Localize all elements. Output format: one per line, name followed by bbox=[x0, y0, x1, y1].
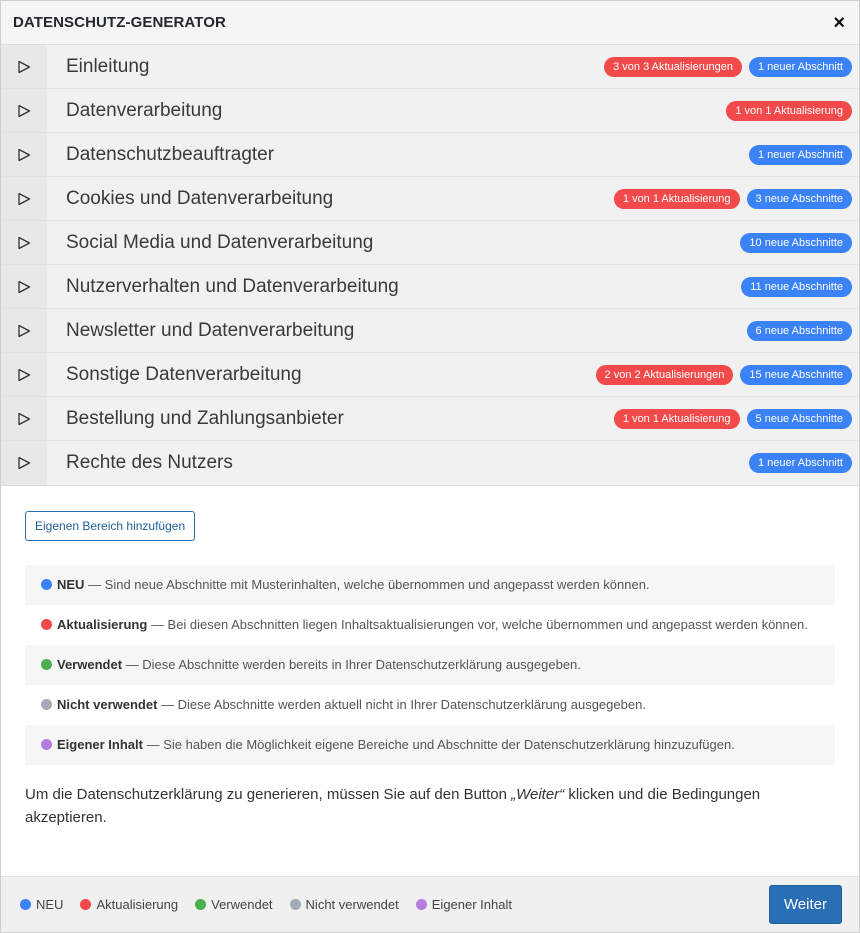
footer-legend-nicht-verwendet bbox=[290, 897, 399, 912]
close-icon[interactable]: × bbox=[833, 11, 845, 34]
legend-item-aktualisierung bbox=[25, 605, 835, 645]
expand-triangle-icon[interactable] bbox=[1, 45, 47, 88]
section-row bbox=[1, 89, 859, 133]
update-badge: 2 von 2 Aktualisierungen bbox=[596, 365, 734, 385]
legend-label: Eigener Inhalt bbox=[57, 737, 143, 752]
section-title: Rechte des Nutzers bbox=[66, 452, 233, 473]
new-section-badge: 1 neuer Abschnitt bbox=[749, 453, 852, 473]
new-section-badge: 11 neue Abschnitte bbox=[741, 277, 852, 297]
new-section-badge: 15 neue Abschnitte bbox=[740, 365, 852, 385]
section-badges bbox=[726, 101, 852, 121]
legend-text: — Diese Abschnitte werden bereits in Ihrer Datenschutzerklärung ausgegeben. bbox=[122, 657, 581, 672]
section-badges bbox=[596, 365, 852, 385]
section-row bbox=[1, 221, 859, 265]
status-dot-icon bbox=[290, 899, 301, 910]
footer-legend-label: Verwendet bbox=[211, 897, 273, 912]
legend-item-verwendet bbox=[25, 645, 835, 685]
section-title: Bestellung und Zahlungsanbieter bbox=[66, 407, 344, 429]
section-title: Nutzerverhalten und Datenverarbeitung bbox=[66, 275, 399, 297]
instruction-note bbox=[25, 783, 835, 829]
status-dot-icon bbox=[41, 619, 52, 630]
section-title: Social Media und Datenverarbeitung bbox=[66, 231, 374, 253]
section-row bbox=[1, 177, 859, 221]
legend-text: — Sie haben die Möglichkeit eigene Bereiche und Abschnitte der Datenschutzerklärung hinzuzufügen. bbox=[142, 737, 735, 752]
new-section-badge: 1 neuer Abschnitt bbox=[749, 57, 852, 77]
footer-legend-eigener-inhalt bbox=[416, 897, 512, 912]
section-header[interactable] bbox=[47, 45, 859, 88]
dialog-title: DATENSCHUTZ-GENERATOR bbox=[13, 14, 226, 31]
section-header[interactable] bbox=[47, 309, 859, 352]
note-before: Um die Datenschutzerklärung zu generieren, müssen Sie auf den Button bbox=[25, 786, 512, 803]
update-badge: 3 von 3 Aktualisierungen bbox=[604, 57, 742, 77]
section-badges bbox=[749, 145, 852, 165]
section-title: Newsletter und Datenverarbeitung bbox=[66, 319, 355, 341]
note-button-ref: „Weiter“ bbox=[511, 786, 565, 803]
update-badge: 1 von 1 Aktualisierung bbox=[726, 101, 852, 121]
section-title: Cookies und Datenverarbeitung bbox=[66, 187, 334, 209]
add-custom-section-button[interactable]: Eigenen Bereich hinzufügen bbox=[25, 511, 195, 541]
legend-label: Nicht verwendet bbox=[57, 697, 158, 712]
legend-item-eigener-inhalt bbox=[25, 725, 835, 765]
status-dot-icon bbox=[41, 739, 52, 750]
section-badges bbox=[741, 277, 852, 297]
expand-triangle-icon[interactable] bbox=[1, 309, 47, 352]
section-row bbox=[1, 441, 859, 485]
expand-triangle-icon[interactable] bbox=[1, 133, 47, 176]
update-badge: 1 von 1 Aktualisierung bbox=[614, 189, 740, 209]
status-dot-icon bbox=[41, 699, 52, 710]
dialog-header bbox=[1, 1, 859, 45]
section-row bbox=[1, 309, 859, 353]
section-header[interactable] bbox=[47, 441, 859, 485]
new-section-badge: 1 neuer Abschnitt bbox=[749, 145, 852, 165]
expand-triangle-icon[interactable] bbox=[1, 353, 47, 396]
expand-triangle-icon[interactable] bbox=[1, 265, 47, 308]
update-badge: 1 von 1 Aktualisierung bbox=[614, 409, 740, 429]
section-badges bbox=[604, 57, 852, 77]
note-after: klicken und die Bedingungen akzeptieren. bbox=[25, 786, 761, 826]
status-dot-icon bbox=[80, 899, 91, 910]
expand-triangle-icon[interactable] bbox=[1, 177, 47, 220]
expand-triangle-icon[interactable] bbox=[1, 397, 47, 440]
section-header[interactable] bbox=[47, 89, 859, 132]
section-title: Datenschutzbeauftragter bbox=[66, 143, 275, 165]
new-section-badge: 6 neue Abschnitte bbox=[747, 321, 852, 341]
new-section-badge: 10 neue Abschnitte bbox=[740, 233, 852, 253]
status-dot-icon bbox=[20, 899, 31, 910]
section-title: Einleitung bbox=[66, 55, 150, 77]
legend-label: Verwendet bbox=[57, 657, 123, 672]
section-row bbox=[1, 397, 859, 441]
dialog-footer bbox=[1, 876, 859, 932]
new-section-badge: 5 neue Abschnitte bbox=[747, 409, 852, 429]
section-header[interactable] bbox=[47, 397, 859, 440]
legend-text: — Diese Abschnitte werden aktuell nicht in Ihrer Datenschutzerklärung ausgegeben. bbox=[157, 697, 646, 712]
section-header[interactable] bbox=[47, 353, 859, 396]
footer-legend-verwendet bbox=[195, 897, 272, 912]
status-dot-icon bbox=[416, 899, 427, 910]
footer-legend-neu bbox=[20, 897, 63, 912]
legend-label: NEU bbox=[57, 577, 85, 592]
next-button[interactable]: Weiter bbox=[769, 885, 842, 924]
new-section-badge: 3 neue Abschnitte bbox=[747, 189, 852, 209]
footer-legend-aktualisierung bbox=[80, 897, 178, 912]
section-header[interactable] bbox=[47, 177, 859, 220]
legend-explanations bbox=[25, 565, 835, 765]
footer-legend-label: Aktualisierung bbox=[96, 897, 179, 912]
section-header[interactable] bbox=[47, 133, 859, 176]
section-row bbox=[1, 265, 859, 309]
legend-item-nicht-verwendet bbox=[25, 685, 835, 725]
footer-legend-label: NEU bbox=[36, 897, 64, 912]
footer-legend-label: Nicht verwendet bbox=[305, 897, 399, 912]
dialog-content bbox=[1, 486, 859, 829]
section-row bbox=[1, 133, 859, 177]
section-badges bbox=[740, 233, 852, 253]
section-row bbox=[1, 353, 859, 397]
section-list bbox=[1, 45, 859, 486]
expand-triangle-icon[interactable] bbox=[1, 221, 47, 264]
footer-legend-label: Eigener Inhalt bbox=[431, 897, 512, 912]
section-badges bbox=[747, 321, 852, 341]
section-badges bbox=[749, 453, 852, 473]
section-badges bbox=[614, 409, 852, 429]
legend-text: — Sind neue Abschnitte mit Musterinhalten, welche übernommen und angepasst werden können. bbox=[84, 577, 650, 592]
expand-triangle-icon[interactable] bbox=[1, 89, 47, 132]
status-dot-icon bbox=[41, 659, 52, 670]
section-title: Sonstige Datenverarbeitung bbox=[66, 363, 302, 385]
legend-text: — Bei diesen Abschnitten liegen Inhaltsaktualisierungen vor, welche übernommen und angepasst werden können. bbox=[147, 617, 808, 632]
legend-item-neu bbox=[25, 565, 835, 605]
legend-label: Aktualisierung bbox=[57, 617, 148, 632]
section-header[interactable] bbox=[47, 221, 859, 264]
status-dot-icon bbox=[41, 579, 52, 590]
footer-legend bbox=[20, 897, 512, 912]
section-title: Datenverarbeitung bbox=[66, 99, 223, 121]
section-header[interactable] bbox=[47, 265, 859, 308]
expand-triangle-icon[interactable] bbox=[1, 441, 47, 485]
section-badges bbox=[614, 189, 852, 209]
section-row bbox=[1, 45, 859, 89]
status-dot-icon bbox=[195, 899, 206, 910]
